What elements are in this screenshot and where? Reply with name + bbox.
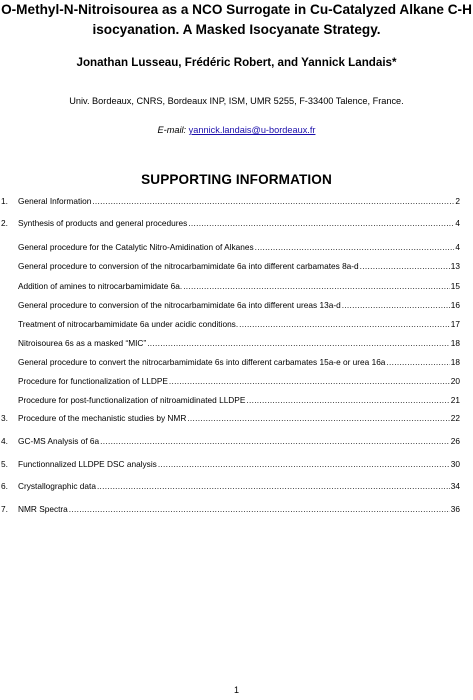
section-heading: SUPPORTING INFORMATION (141, 172, 332, 187)
toc-title: Synthesis of products and general procedures (18, 218, 188, 228)
title-line-1: O-Methyl-N-Nitroisourea as a NCO Surrogate in Cu-Catalyzed Alkane C-H (1, 2, 472, 17)
toc-title: General procedure to conversion of the nitrocarbamimidate 6a into different carbamates 8a-d (18, 261, 359, 271)
toc-page: 17 (450, 319, 460, 329)
toc-page: 34 (450, 481, 460, 491)
toc-title: Procedure for post-functionalization of nitroamidinated LLDPE (18, 395, 246, 405)
toc-leader (97, 479, 450, 493)
toc-title: General procedure for the Catalytic Nitro-Amidination of Alkanes (18, 242, 254, 252)
toc-row[interactable] (0, 502, 473, 516)
toc-page: 13 (450, 261, 460, 271)
toc-page: 26 (450, 436, 460, 446)
toc-leader (360, 259, 450, 273)
toc-page: 4 (455, 218, 460, 228)
toc-row[interactable] (0, 298, 473, 312)
title-line-2: isocyanation. A Masked Isocyanate Strategy. (92, 22, 381, 37)
toc-page: 22 (450, 413, 460, 423)
toc-page: 2 (455, 196, 460, 206)
toc-leader (158, 457, 450, 471)
toc-row[interactable] (0, 393, 473, 407)
toc-leader (92, 194, 454, 208)
toc-row[interactable] (0, 194, 473, 208)
toc-leader (255, 240, 455, 254)
email-line (0, 125, 473, 135)
toc-page: 16 (450, 300, 460, 310)
toc-row[interactable] (0, 317, 473, 331)
toc-leader (342, 298, 450, 312)
toc-title: Treatment of nitrocarbamimidate 6a under acidic conditions. (18, 319, 239, 329)
toc-row[interactable] (0, 434, 473, 448)
toc-title: General procedure to conversion of the nitrocarbamimidate 6a into different ureas 13a-d (18, 300, 341, 310)
toc-page: 36 (450, 504, 460, 514)
toc-number: 2. (1, 218, 8, 228)
toc-page: 18 (450, 338, 460, 348)
toc-row[interactable] (0, 279, 473, 293)
toc-title: Procedure of the mechanistic studies by NMR (18, 413, 187, 423)
toc-title: NMR Spectra (18, 504, 68, 514)
toc-leader (169, 374, 450, 388)
toc-row[interactable] (0, 259, 473, 273)
toc-row[interactable] (0, 336, 473, 350)
toc-title: General procedure to convert the nitrocarbamimidate 6s into different carbamates 15a-e or urea 16a (18, 357, 386, 367)
toc-title: Functionnalized LLDPE DSC analysis (18, 459, 157, 469)
toc-title: Nitroisourea 6s as a masked “MIC” (18, 338, 147, 348)
toc-number: 1. (1, 196, 8, 206)
toc-leader (69, 502, 450, 516)
toc-number: 7. (1, 504, 8, 514)
toc-leader (187, 411, 449, 425)
toc-number: 3. (1, 413, 8, 423)
toc-title: Addition of amines to nitrocarbamimidate 6a. (18, 281, 183, 291)
toc-leader (147, 336, 450, 350)
document-title (0, 0, 473, 40)
affiliation: Univ. Bordeaux, CNRS, Bordeaux INP, ISM, UMR 5255, F-33400 Talence, France. (69, 96, 404, 106)
toc-row[interactable] (0, 240, 473, 254)
toc-page: 21 (450, 395, 460, 405)
toc-leader (188, 216, 454, 230)
toc-title: Crystallographic data (18, 481, 96, 491)
toc-page: 20 (450, 376, 460, 386)
toc-leader (183, 279, 450, 293)
toc-row[interactable] (0, 216, 473, 230)
toc-page: 15 (450, 281, 460, 291)
toc-page: 30 (450, 459, 460, 469)
toc-leader (239, 317, 450, 331)
toc-row[interactable] (0, 411, 473, 425)
toc-title: Procedure for functionalization of LLDPE (18, 376, 168, 386)
toc-row[interactable] (0, 479, 473, 493)
toc-number: 5. (1, 459, 8, 469)
authors: Jonathan Lusseau, Frédéric Robert, and Yannick Landais* (76, 56, 397, 69)
toc-leader (386, 355, 449, 369)
toc-leader (246, 393, 449, 407)
email-label: E-mail: (157, 125, 187, 135)
page-number: 1 (233, 685, 239, 695)
toc-row[interactable] (0, 374, 473, 388)
toc-number: 6. (1, 481, 8, 491)
toc-leader (100, 434, 450, 448)
toc-title: General Information (18, 196, 92, 206)
toc-page: 18 (450, 357, 460, 367)
toc-page: 4 (455, 242, 460, 252)
toc-number: 4. (1, 436, 8, 446)
toc-title: GC-MS Analysis of 6a (18, 436, 100, 446)
toc-row[interactable] (0, 457, 473, 471)
toc-row[interactable] (0, 355, 473, 369)
email-link[interactable]: yannick.landais@u-bordeaux.fr (188, 125, 316, 135)
